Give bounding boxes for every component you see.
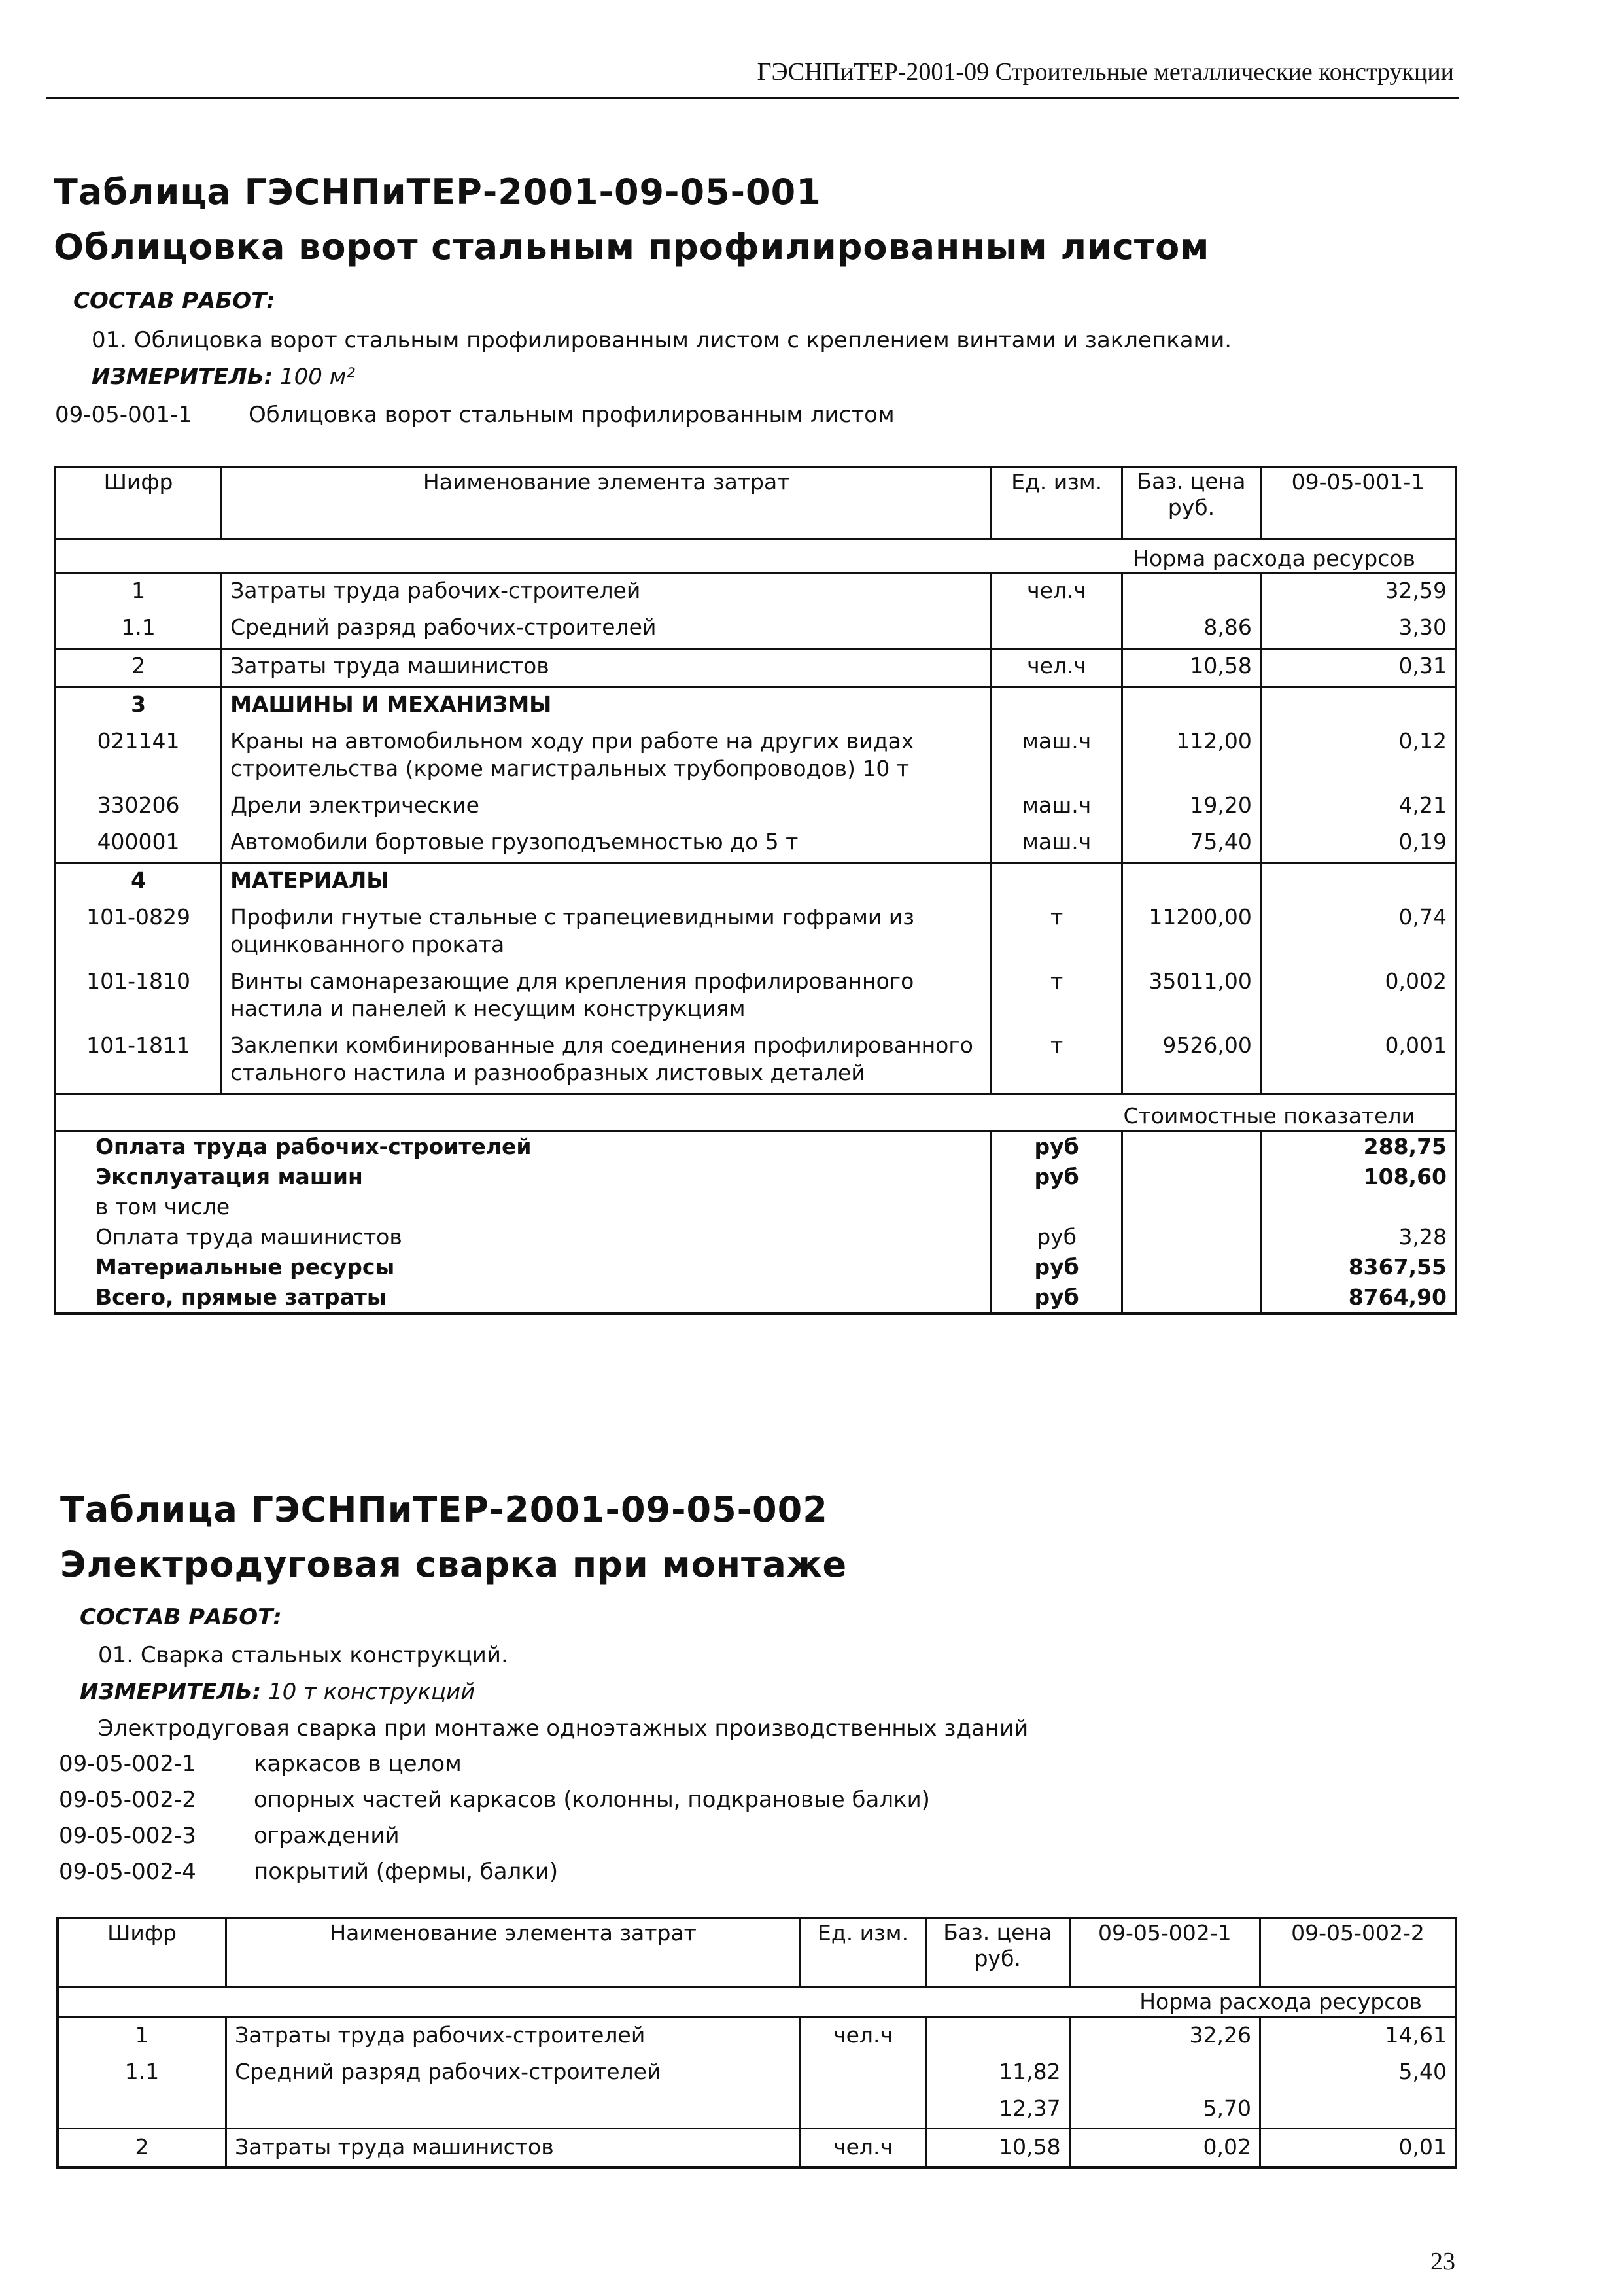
table2-measure-value: 10 т конструкций <box>268 1679 475 1705</box>
cell-price: 11,82 <box>925 2054 1069 2091</box>
code-line-code: 09-05-002-1 <box>59 1751 196 1777</box>
cell-code: 2 <box>58 2128 226 2167</box>
cost-name: Эксплуатация машин <box>95 1163 363 1189</box>
cell-price: 8,86 <box>1122 611 1261 649</box>
cell-name: Автомобили бортовые грузоподъемностью до 5 т <box>222 826 992 864</box>
cell-unit: маш.ч <box>992 789 1122 826</box>
cell-value-2: 14,61 <box>1260 2016 1456 2054</box>
cell-name: Средний разряд рабочих-строителей <box>222 611 992 649</box>
cell-price: 19,20 <box>1122 789 1261 826</box>
cost-row <box>55 1252 1456 1282</box>
cell-code: 101-1810 <box>86 968 190 994</box>
cost-value: 8367,55 <box>1260 1252 1456 1282</box>
cost-row <box>55 1162 1456 1192</box>
cost-value <box>1260 1192 1456 1222</box>
cell-price: 35011,00 <box>1122 965 1261 1029</box>
cell-price: 12,37 <box>925 2091 1069 2129</box>
cell-code: 101-1811 <box>86 1032 190 1058</box>
cell-value-2: 5,40 <box>1260 2054 1456 2091</box>
cost-empty <box>1122 1222 1261 1252</box>
col-header-code: Шифр <box>58 1918 226 1986</box>
norm-label: Норма расхода ресурсов <box>55 539 1456 573</box>
cell-name: МАШИНЫ И МЕХАНИЗМЫ <box>222 687 992 725</box>
table1-title: Таблица ГЭСНПиТЕР-2001-09-05-001 <box>54 171 821 213</box>
cell-unit <box>992 863 1122 901</box>
header-rule <box>46 97 1459 99</box>
table2-header-row <box>58 1918 1456 1986</box>
cost-row <box>55 1282 1456 1314</box>
table-row <box>55 648 1456 687</box>
cell-name: Профили гнутые стальные с трапециевидными гофрами из оцинкованного проката <box>222 901 992 965</box>
table-row <box>55 573 1456 611</box>
cell-price: 9526,00 <box>1122 1029 1261 1095</box>
cell-name <box>226 2091 801 2129</box>
cost-empty <box>1122 1252 1261 1282</box>
cell-price <box>925 2016 1069 2054</box>
code-line-text: каркасов в целом <box>254 1751 462 1777</box>
cell-value-1: 0,02 <box>1069 2128 1260 2167</box>
cell-unit: т <box>992 965 1122 1029</box>
cell-name: Заклепки комбинированные для соединения профилированного стального настила и разнообразных листовых деталей <box>222 1029 992 1095</box>
cell-code: 101-0829 <box>86 903 190 930</box>
cost-empty <box>1122 1282 1261 1314</box>
cost-unit <box>992 1192 1122 1222</box>
col-header-unit: Ед. изм. <box>801 1918 926 1986</box>
cost-empty <box>1122 1130 1261 1162</box>
cell-value-1 <box>1069 2054 1260 2091</box>
table-row <box>55 725 1456 789</box>
table2-subtitle: Электродуговая сварка при монтаже <box>60 1544 848 1585</box>
table2-grid <box>56 1917 1457 2169</box>
cost-name: Всего, прямые затраты <box>95 1284 387 1310</box>
table1-grid <box>54 466 1457 1315</box>
col-header-v1: 09-05-001-1 <box>1260 467 1456 539</box>
running-header: ГЭСНПиТЕР-2001-09 Строительные металлические конструкции <box>757 58 1454 86</box>
cell-unit: чел.ч <box>992 648 1122 687</box>
table-row <box>58 2128 1456 2167</box>
cell-unit <box>992 687 1122 725</box>
cell-code: 1.1 <box>124 2058 160 2084</box>
cell-code: 4 <box>55 863 222 901</box>
cell-value <box>1260 687 1456 725</box>
table2-intro: Электродуговая сварка при монтаже одноэтажных производственных зданий <box>98 1715 1029 1742</box>
page-number: 23 <box>1430 2248 1455 2275</box>
cell-unit <box>801 2091 926 2129</box>
cell-price: 112,00 <box>1122 725 1261 789</box>
cost-name: Оплата труда машинистов <box>95 1223 402 1250</box>
cost-row <box>55 1192 1456 1222</box>
cell-value <box>1260 863 1456 901</box>
cell-price <box>1122 863 1261 901</box>
cell-unit: чел.ч <box>801 2016 926 2054</box>
cell-price: 10,58 <box>925 2128 1069 2167</box>
table1-subtitle: Облицовка ворот стальным профилированным листом <box>54 226 1210 268</box>
code-line-code: 09-05-002-2 <box>59 1787 196 1813</box>
col-header-name: Наименование элемента затрат <box>226 1918 801 1986</box>
code-line-code: 09-05-002-4 <box>59 1859 196 1885</box>
cell-code: 3 <box>55 687 222 725</box>
cell-value: 0,19 <box>1260 826 1456 864</box>
table2-measure-label: ИЗМЕРИТЕЛЬ: <box>80 1679 262 1705</box>
cost-value: 8764,90 <box>1260 1282 1456 1314</box>
cell-price: 11200,00 <box>1122 901 1261 965</box>
table2-measure <box>80 1679 475 1705</box>
table1-measure <box>92 364 355 390</box>
cell-price <box>1122 687 1261 725</box>
cell-unit: т <box>992 901 1122 965</box>
cell-name: Краны на автомобильном ходу при работе на других видах строительства (кроме магистральных трубопроводов) 10 т <box>222 725 992 789</box>
col-header-code: Шифр <box>55 467 222 539</box>
table-row <box>55 863 1456 901</box>
cell-name: Затраты труда рабочих-строителей <box>222 573 992 611</box>
cell-name: Затраты труда машинистов <box>226 2128 801 2167</box>
table-row <box>55 826 1456 864</box>
cost-unit: руб <box>992 1282 1122 1314</box>
col-header-price: Баз. цена руб. <box>925 1918 1069 1986</box>
cell-code: 1 <box>135 2022 149 2048</box>
table2-norm-row <box>58 1986 1456 2016</box>
table-row <box>55 687 1456 725</box>
cost-row <box>55 1222 1456 1252</box>
cell-code: 2 <box>55 648 222 687</box>
cost-name: в том числе <box>95 1193 230 1219</box>
cell-value-1: 32,26 <box>1069 2016 1260 2054</box>
table1-measure-label: ИЗМЕРИТЕЛЬ: <box>92 364 273 390</box>
cell-value-2: 0,01 <box>1260 2128 1456 2167</box>
cell-value: 3,30 <box>1260 611 1456 649</box>
code-line-text: ограждений <box>254 1823 400 1849</box>
cell-value: 32,59 <box>1260 573 1456 611</box>
cost-unit: руб <box>992 1222 1122 1252</box>
table1-norm-row <box>55 539 1456 573</box>
cell-value: 0,001 <box>1260 1029 1456 1095</box>
cell-value: 0,12 <box>1260 725 1456 789</box>
table-row <box>58 2054 1456 2091</box>
cost-value: 3,28 <box>1260 1222 1456 1252</box>
table2-title: Таблица ГЭСНПиТЕР-2001-09-05-002 <box>60 1489 828 1530</box>
cell-name: МАТЕРИАЛЫ <box>222 863 992 901</box>
table1-code-line-code: 09-05-001-1 <box>55 402 192 428</box>
cost-empty <box>1122 1162 1261 1192</box>
table1-composition-label: СОСТАВ РАБОТ: <box>73 288 275 314</box>
cell-unit: чел.ч <box>992 573 1122 611</box>
cost-name: Материальные ресурсы <box>95 1253 395 1280</box>
cell-unit: маш.ч <box>992 826 1122 864</box>
cell-name: Средний разряд рабочих-строителей <box>226 2054 801 2091</box>
cell-name: Затраты труда машинистов <box>222 648 992 687</box>
table-row <box>55 611 1456 649</box>
cell-unit: чел.ч <box>801 2128 926 2167</box>
cost-row <box>55 1130 1456 1162</box>
col-header-v2: 09-05-002-2 <box>1260 1918 1456 1986</box>
cell-value: 0,74 <box>1260 901 1456 965</box>
cell-code: 1.1 <box>121 614 156 640</box>
cell-unit <box>992 611 1122 649</box>
cell-unit: маш.ч <box>992 725 1122 789</box>
cell-value-1: 5,70 <box>1069 2091 1260 2129</box>
cost-unit: руб <box>992 1252 1122 1282</box>
cost-label: Стоимостные показатели <box>55 1094 1456 1130</box>
cell-value: 0,31 <box>1260 648 1456 687</box>
table-row <box>55 789 1456 826</box>
cell-name: Винты самонарезающие для крепления профилированного настила и панелей к несущим конструкциям <box>222 965 992 1029</box>
table1-code-line-text: Облицовка ворот стальным профилированным листом <box>249 402 895 428</box>
cell-unit <box>801 2054 926 2091</box>
cell-name: Дрели электрические <box>222 789 992 826</box>
cell-code <box>58 2091 226 2129</box>
cost-value: 108,60 <box>1260 1162 1456 1192</box>
table2-composition-label: СОСТАВ РАБОТ: <box>80 1604 282 1630</box>
cell-price <box>1122 573 1261 611</box>
code-line-text: покрытий (фермы, балки) <box>254 1859 559 1885</box>
cell-price: 75,40 <box>1122 826 1261 864</box>
table1-measure-value: 100 м² <box>280 364 356 390</box>
norm-label: Норма расхода ресурсов <box>58 1986 1456 2016</box>
table-row <box>58 2091 1456 2129</box>
cost-empty <box>1122 1192 1261 1222</box>
table-row <box>55 965 1456 1029</box>
table1-header-row <box>55 467 1456 539</box>
table1-composition-item: 01. Облицовка ворот стальным профилированным листом с креплением винтами и заклепками. <box>92 327 1232 353</box>
cell-unit: т <box>992 1029 1122 1095</box>
cell-value: 4,21 <box>1260 789 1456 826</box>
col-header-unit: Ед. изм. <box>992 467 1122 539</box>
cost-value: 288,75 <box>1260 1130 1456 1162</box>
cell-code: 330206 <box>97 792 180 818</box>
table1-cost-label-row <box>55 1094 1456 1130</box>
cell-value-2 <box>1260 2091 1456 2129</box>
col-header-name: Наименование элемента затрат <box>222 467 992 539</box>
table2-composition-item: 01. Сварка стальных конструкций. <box>98 1642 508 1668</box>
cost-name: Оплата труда рабочих-строителей <box>95 1133 532 1159</box>
col-header-v1: 09-05-002-1 <box>1069 1918 1260 1986</box>
cell-code: 021141 <box>97 727 180 754</box>
cell-name: Затраты труда рабочих-строителей <box>226 2016 801 2054</box>
col-header-price: Баз. цена руб. <box>1122 467 1261 539</box>
cost-unit: руб <box>992 1162 1122 1192</box>
table-row <box>55 901 1456 965</box>
code-line-code: 09-05-002-3 <box>59 1823 196 1849</box>
cell-price: 10,58 <box>1122 648 1261 687</box>
cell-code: 400001 <box>97 828 180 854</box>
cell-code: 1 <box>131 577 146 603</box>
table-row <box>58 2016 1456 2054</box>
code-line-text: опорных частей каркасов (колонны, подкрановые балки) <box>254 1787 930 1813</box>
cell-value: 0,002 <box>1260 965 1456 1029</box>
cost-unit: руб <box>992 1130 1122 1162</box>
table-row <box>55 1029 1456 1095</box>
